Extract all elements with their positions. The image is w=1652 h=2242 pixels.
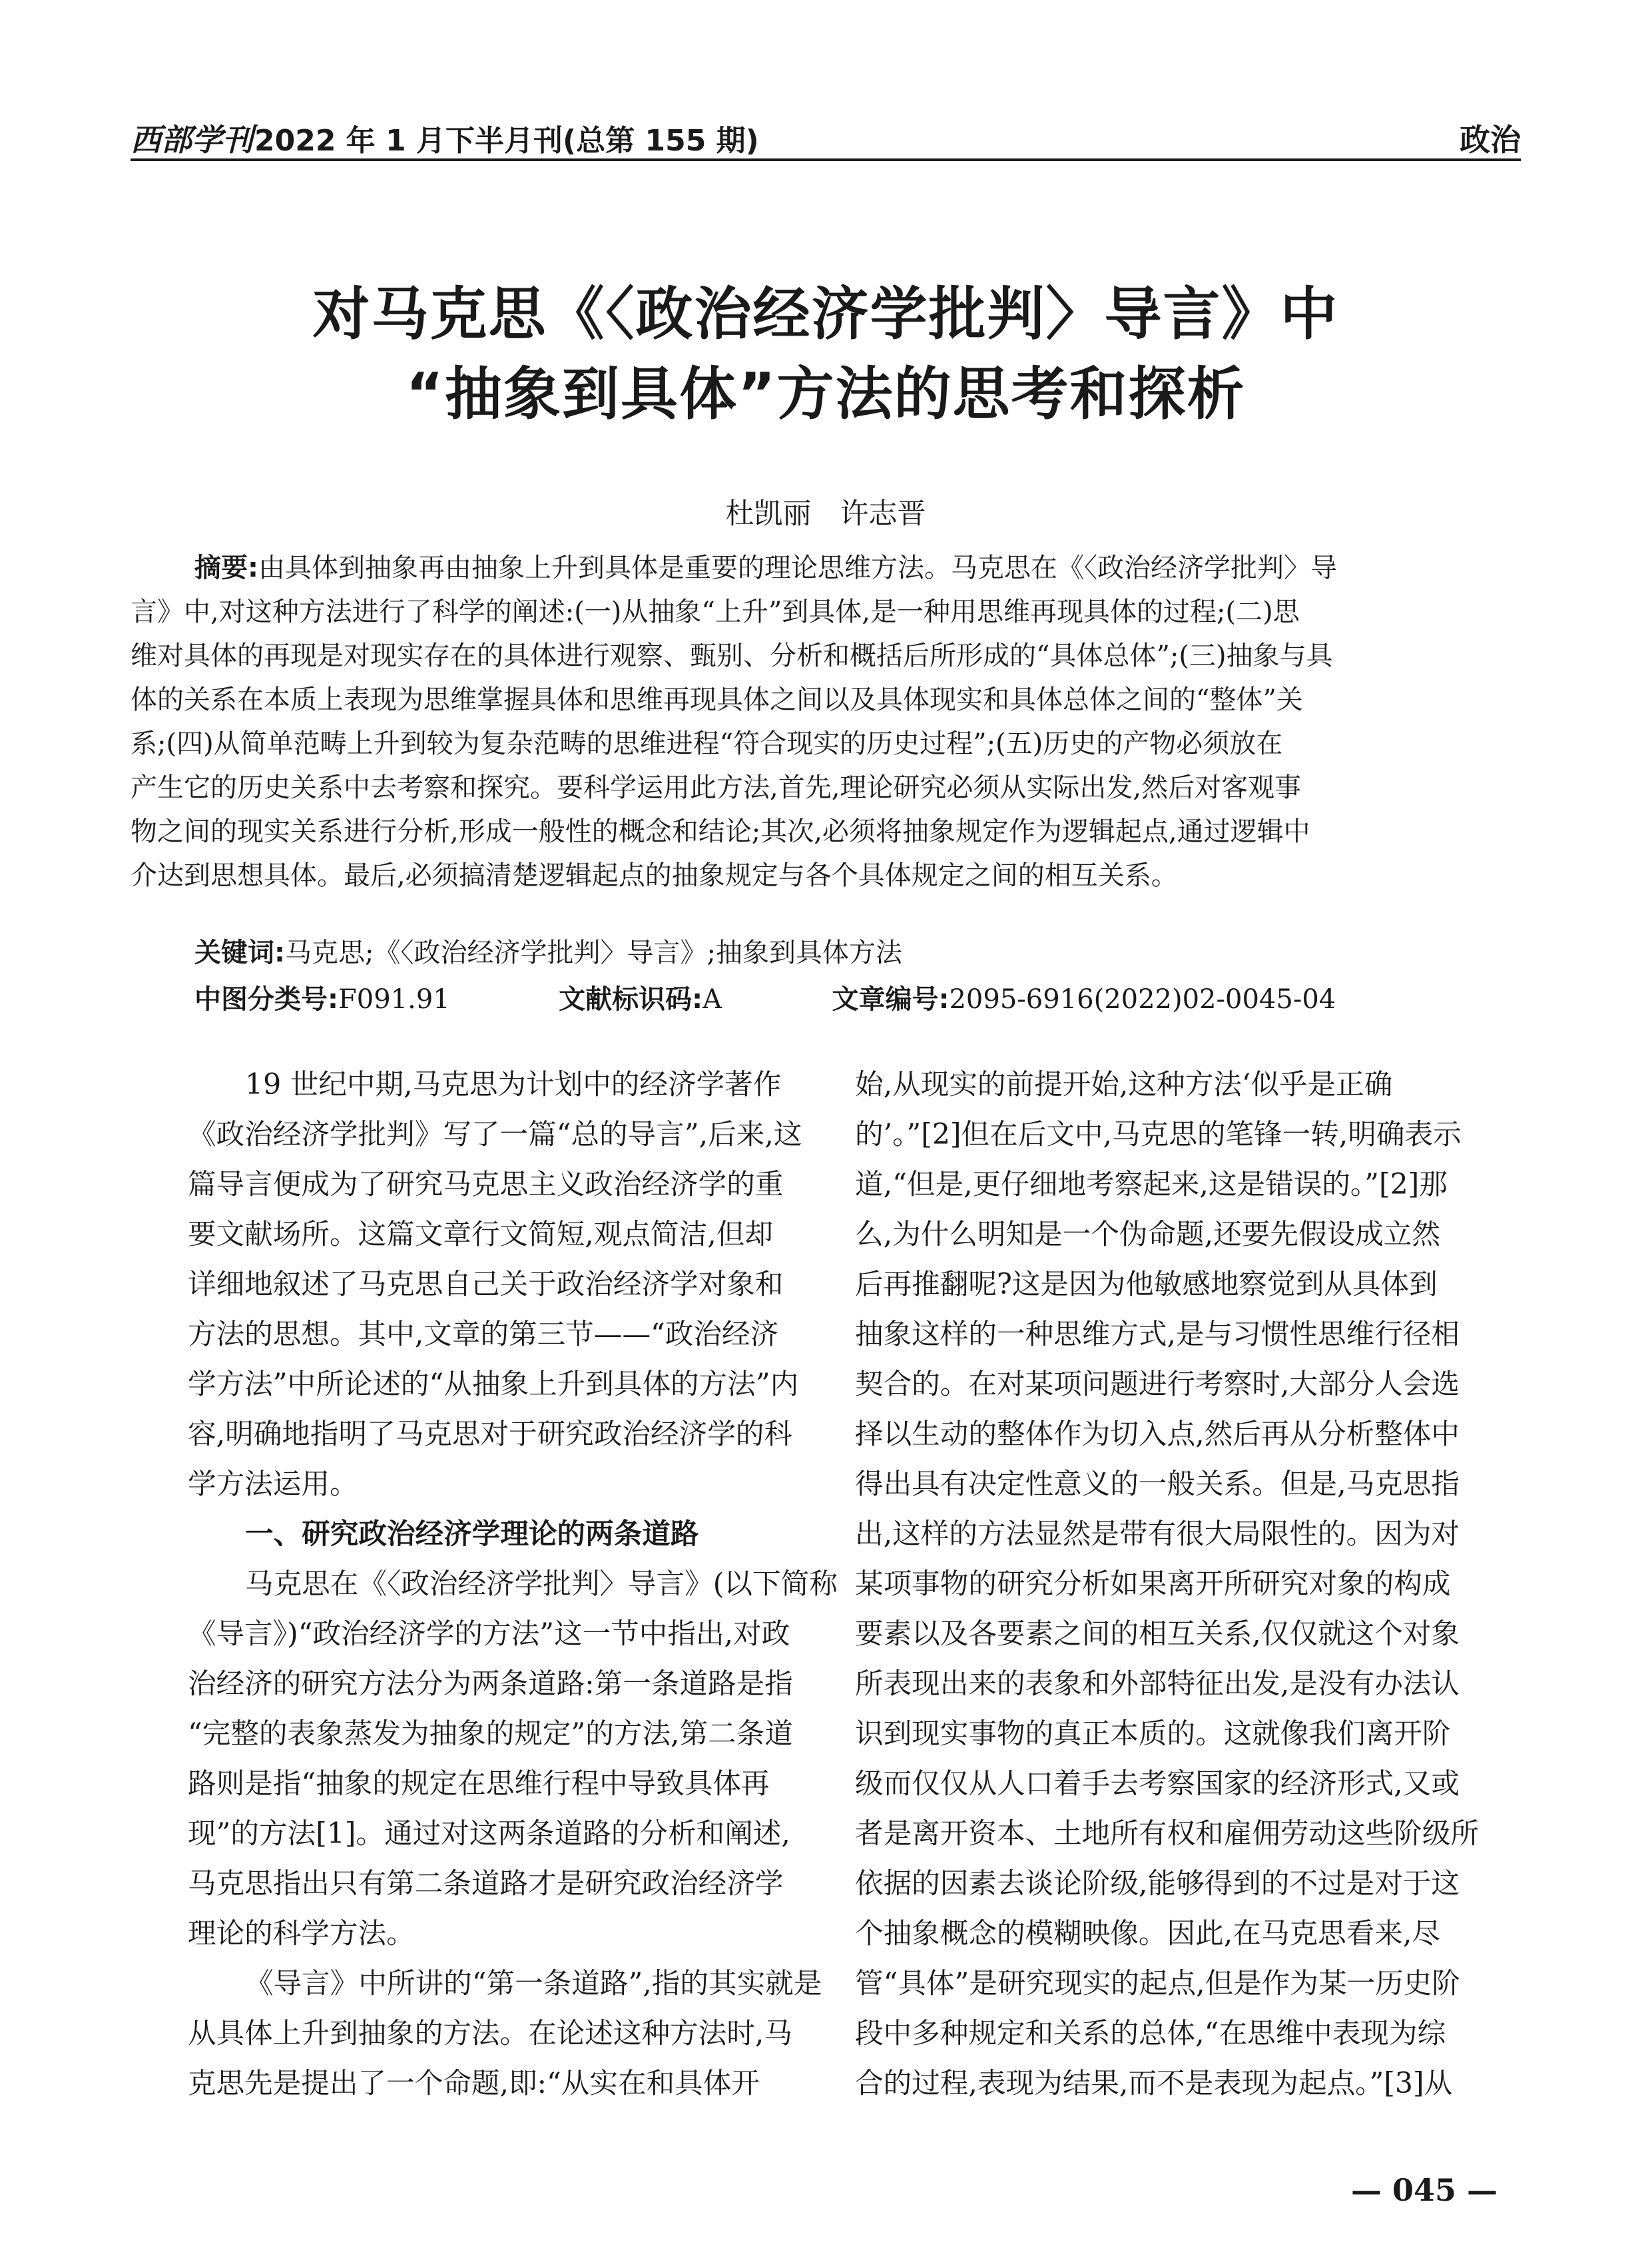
body-line: 么,为什么明知是一个伪命题,还要先假设成立然: [855, 1218, 1440, 1251]
body-line: “完整的表象蒸发为抽象的规定”的方法,第二条道: [188, 1717, 793, 1751]
body-line: 马克思在《〈政治经济学批判〉导言》(以下简称: [245, 1567, 838, 1601]
abstract-line: 物之间的现实关系进行分析,形成一般性的概念和结论;其次,必须将抽象规定作为逻辑起点,通过逻辑中: [131, 816, 1310, 847]
body-line: 某项事物的研究分析如果离开所研究对象的构成: [855, 1567, 1451, 1601]
body-column-left: [188, 1060, 838, 2109]
body-line: 识到现实事物的真正本质的。这就像我们离开阶: [855, 1717, 1451, 1751]
body-line: 19 世纪中期,马克思为计划中的经济学著作: [245, 1068, 782, 1101]
body-line: 的’。”[2]但在后文中,马克思的笔锋一转,明确表示: [855, 1118, 1462, 1151]
body-line: 理论的科学方法。: [188, 1917, 415, 1950]
abstract-line: 维对具体的再现是对现实存在的具体进行观察、甄别、分析和概括后所形成的“具体总体”;(三)抽象与具: [131, 641, 1333, 671]
header-rule: [131, 158, 1521, 161]
journal-issue-line: [131, 116, 759, 160]
doc-code-label: 文献标识码:: [559, 984, 703, 1015]
clc-value: F091.91: [338, 984, 450, 1015]
running-header: [131, 107, 1521, 161]
body-line: 得出具有决定性意义的一般关系。但是,马克思指: [855, 1468, 1460, 1501]
body-line: 级而仅仅从人口着手去考察国家的经济形式,又或: [855, 1767, 1460, 1801]
abstract-text: 由具体到抽象再由抽象上升到具体是重要的理论思维方法。马克思在《〈政治经济学批判〉导: [258, 553, 1337, 583]
abstract-line: 产生它的历史关系中去考察和探究。要科学运用此方法,首先,理论研究必须从实际出发,然后对客观事: [131, 772, 1302, 803]
abstract-line: 介达到思想具体。最后,必须搞清楚逻辑起点的抽象规定与各个具体规定之间的相互关系。: [131, 860, 1178, 891]
abstract-line: [194, 546, 1519, 590]
issue-text: 2022 年 1 月下半月刊(总第 155 期): [254, 124, 759, 158]
section-heading: 一、研究政治经济学理论的两条道路: [245, 1518, 699, 1551]
abstract-line: 言》中,对这种方法进行了科学的阐述:(一)从抽象“上升”到具体,是一种用思维再现具体的过程;(二)思: [131, 597, 1300, 627]
body-line: 要文献场所。这篇文章行文简短,观点简洁,但却: [188, 1218, 773, 1251]
body-line: 道,“但是,更仔细地考察起来,这是错误的。”[2]那: [855, 1168, 1448, 1201]
body-line: 治经济的研究方法分为两条道路:第一条道路是指: [188, 1667, 793, 1701]
authors: 杜凯丽 许志晋: [725, 497, 926, 531]
body-line: 所表现出来的表象和外部特征出发,是没有办法认: [855, 1667, 1460, 1701]
body-line: 《导言》)“政治经济学的方法”这一节中指出,对政: [188, 1617, 790, 1651]
clc-label: 中图分类号:: [194, 984, 338, 1015]
section-name: 政治: [1460, 122, 1521, 158]
body-line: 段中多种规定和关系的总体,“在思维中表现为综: [855, 2017, 1446, 2050]
body-column-right: [855, 1060, 1494, 2109]
article-number-label: 文章编号:: [832, 984, 950, 1015]
abstract-line: 系;(四)从简单范畴上升到较为复杂范畴的思维进程“符合现实的历史过程”;(五)历史的产物必须放在: [131, 728, 1283, 759]
body-line: 抽象这样的一种思维方式,是与习惯性思维行径相: [855, 1318, 1460, 1351]
body-line: 详细地叙述了马克思自己关于政治经济学对象和: [188, 1268, 784, 1301]
doc-code-value: A: [702, 984, 722, 1015]
body-line: 者是离开资本、土地所有权和雇佣劳动这些阶级所: [855, 1817, 1480, 1850]
body-line: 方法的思想。其中,文章的第三节——“政治经济: [188, 1318, 779, 1351]
body-line: 克思先是提出了一个命题,即:“从实在和具体开: [188, 2067, 760, 2100]
body-line: 出,这样的方法显然是带有很大局限性的。因为对: [855, 1518, 1460, 1551]
body-line: 管“具体”是研究现实的起点,但是作为某一历史阶: [855, 1967, 1460, 2000]
body-line: 路则是指“抽象的规定在思维行程中导致具体再: [188, 1767, 770, 1801]
body-line: 后再推翻呢?这是因为他敏感地察觉到从具体到: [855, 1268, 1438, 1301]
article-number-value: 2095-6916(2022)02-0045-04: [949, 984, 1336, 1015]
body-line: 现”的方法[1]。通过对这两条道路的分析和阐述,: [188, 1817, 790, 1850]
page-number: — 045 —: [1350, 2172, 1498, 2208]
article-title-line-2: “抽象到具体”方法的思考和探析: [406, 361, 1246, 427]
body-line: 依据的因素去谈论阶级,能够得到的不过是对于这: [855, 1867, 1460, 1900]
abstract-line: 体的关系在本质上表现为思维掌握具体和思维再现具体之间以及具体现实和具体总体之间的“整体”关: [131, 685, 1303, 715]
keywords-value: 马克思;《〈政治经济学批判〉导言》;抽象到具体方法: [285, 938, 902, 968]
body-line: 《政治经济学批判》写了一篇“总的导言”,后来,这: [188, 1118, 802, 1151]
body-line: 要素以及各要素之间的相互关系,仅仅就这个对象: [855, 1617, 1460, 1651]
body-line: 容,明确地指明了马克思对于研究政治经济学的科: [188, 1418, 793, 1451]
body-line: 个抽象概念的模糊映像。因此,在马克思看来,尽: [855, 1917, 1440, 1950]
keywords-label: 关键词:: [194, 938, 285, 968]
body-line: 《导言》中所讲的“第一条道路”,指的其实就是: [245, 1967, 822, 2000]
body-line: 始,从现实的前提开始,这种方法‘似乎是正确: [855, 1068, 1393, 1101]
body-line: 择以生动的整体作为切入点,然后再从分析整体中: [855, 1418, 1460, 1451]
abstract-label: 摘要:: [194, 553, 258, 583]
body-line: 篇导言便成为了研究马克思主义政治经济学的重: [188, 1168, 784, 1201]
article-title-line-1: 对马克思《〈政治经济学批判〉导言》中: [312, 281, 1339, 348]
body-line: 学方法运用。: [188, 1468, 358, 1501]
body-line: 马克思指出只有第二条道路才是研究政治经济学: [188, 1867, 784, 1900]
keywords-line: [194, 931, 1519, 975]
body-line: 从具体上升到抽象的方法。在论述这种方法时,马: [188, 2017, 793, 2050]
body-line: 合的过程,表现为结果,而不是表现为起点。”[3]从: [855, 2067, 1453, 2100]
classification-line: [194, 978, 1519, 1021]
body-line: 学方法”中所论述的“从抽象上升到具体的方法”内: [188, 1368, 799, 1401]
journal-logo: 西部学刊: [131, 122, 253, 158]
body-line: 契合的。在对某项问题进行考察时,大部分人会选: [855, 1368, 1460, 1401]
